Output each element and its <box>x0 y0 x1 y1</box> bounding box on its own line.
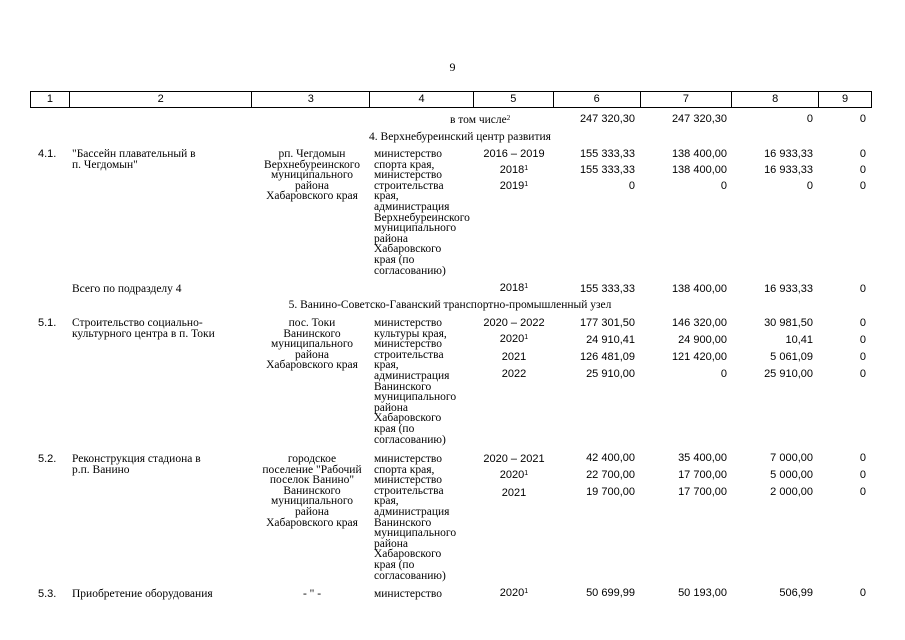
item-5-2-number: 5.2. <box>38 453 57 465</box>
item-5-1-location: пос. Токи Ванинского муниципального района Хабаровского края <box>266 317 358 372</box>
table-header-row <box>30 91 872 108</box>
item-5-3-name: Приобретение оборудования <box>72 588 213 600</box>
item-4-1-period-0: 2016 – 2019 <box>483 148 545 160</box>
item-5-1-period-1: 2020$^1$ <box>499 333 529 345</box>
item-5-1-executor: министерство культуры края, министерство строительства края, администрация Ванинского муниципального района Хабаровского края (по согласованию) <box>374 317 457 446</box>
item-4-1-r0-c9: 0 <box>859 148 866 160</box>
item-5-1-r2-c6: 126 481,09 <box>579 351 635 363</box>
item-5-3-r0-c8: 506,99 <box>779 587 813 599</box>
subtotal-4-c7: 138 400,00 <box>671 283 727 295</box>
header-col-2: 2 <box>70 92 253 107</box>
item-5-2-executor: министерство спорта края, министерство строительства края, администрация Ванинского муниципального района Хабаровского края (по согласованию) <box>374 453 457 582</box>
item-5-1-name: Строительство социально- культурного центра в п. Токи <box>72 317 215 340</box>
subtotal-4-c9: 0 <box>859 283 866 295</box>
item-5-1-number: 5.1. <box>38 317 57 329</box>
item-5-1-r0-c7: 146 320,00 <box>671 317 727 329</box>
header-col-7: 7 <box>641 92 733 107</box>
item-4-1-r2-c8: 0 <box>806 180 813 192</box>
item-4-1-r1-c8: 16 933,33 <box>764 164 813 176</box>
item-5-2-r0-c8: 7 000,00 <box>770 452 813 464</box>
header-col-8: 8 <box>732 92 819 107</box>
item-5-3-location: - " - <box>302 588 322 600</box>
item-5-1-r1-c9: 0 <box>859 334 866 346</box>
item-5-3-r0-c7: 50 193,00 <box>678 587 727 599</box>
item-4-1-r0-c7: 138 400,00 <box>671 148 727 160</box>
item-4-1-period-2: 2019$^1$ <box>499 180 529 192</box>
item-5-1-r0-c6: 177 301,50 <box>579 317 635 329</box>
item-4-1-r1-c9: 0 <box>859 164 866 176</box>
header-col-4: 4 <box>370 92 474 107</box>
item-4-1-name: "Бассейн плавательный в п. Чегдомын" <box>72 148 196 171</box>
item-5-3-number: 5.3. <box>38 588 57 600</box>
item-5-1-r1-c7: 24 900,00 <box>678 334 727 346</box>
item-5-2-r0-c7: 35 400,00 <box>678 452 727 464</box>
page-number: 9 <box>449 60 456 74</box>
section-4-title: 4. Верхнебуреинский центр развития <box>369 131 551 143</box>
item-5-1-r3-c7: 0 <box>720 368 727 380</box>
section-5-title: 5. Ванино-Советско-Гаванский транспортно-промышленный узел <box>288 299 612 311</box>
item-5-1-period-2: 2021 <box>501 351 527 363</box>
item-5-1-period-0: 2020 – 2022 <box>483 317 545 329</box>
item-5-2-r0-c6: 42 400,00 <box>586 452 635 464</box>
subtotal-4-c8: 16 933,33 <box>764 283 813 295</box>
header-col-3: 3 <box>252 92 370 107</box>
total-c8: 0 <box>806 113 813 125</box>
total-label: в том числе$^2$ <box>450 114 511 126</box>
item-5-2-r2-c6: 19 700,00 <box>586 486 635 498</box>
item-5-1-r1-c6: 24 910,41 <box>586 334 635 346</box>
item-5-2-period-0: 2020 – 2021 <box>483 453 545 465</box>
item-5-3-r0-c9: 0 <box>859 587 866 599</box>
item-5-1-r2-c9: 0 <box>859 351 866 363</box>
item-5-2-r1-c6: 22 700,00 <box>586 469 635 481</box>
item-5-1-r2-c7: 121 420,00 <box>671 351 727 363</box>
item-5-2-r2-c9: 0 <box>859 486 866 498</box>
item-5-1-r3-c6: 25 910,00 <box>586 368 635 380</box>
item-5-3-executor: министерство <box>374 588 442 600</box>
item-5-1-r0-c9: 0 <box>859 317 866 329</box>
item-5-3-period-0: 2020$^1$ <box>499 587 529 599</box>
item-4-1-period-1: 2018$^1$ <box>499 164 529 176</box>
total-c7: 247 320,30 <box>671 113 727 125</box>
item-5-2-r2-c8: 2 000,00 <box>770 486 813 498</box>
item-5-2-name: Реконструкция стадиона в р.п. Ванино <box>72 453 201 476</box>
subtotal-4-c6: 155 333,33 <box>579 283 635 295</box>
item-5-1-period-3: 2022 <box>501 368 527 380</box>
subtotal-4-period: 2018$^1$ <box>499 282 529 294</box>
item-4-1-r0-c6: 155 333,33 <box>579 148 635 160</box>
item-5-3-r0-c6: 50 699,99 <box>586 587 635 599</box>
item-5-2-period-2: 2021 <box>501 487 527 499</box>
item-4-1-r0-c8: 16 933,33 <box>764 148 813 160</box>
header-col-5: 5 <box>474 92 554 107</box>
subtotal-4-label: Всего по подразделу 4 <box>72 283 182 295</box>
item-5-1-r1-c8: 10,41 <box>785 334 813 346</box>
header-col-6: 6 <box>554 92 641 107</box>
item-5-2-r0-c9: 0 <box>859 452 866 464</box>
item-5-2-period-1: 2020$^1$ <box>499 469 529 481</box>
item-5-2-r2-c7: 17 700,00 <box>678 486 727 498</box>
item-5-2-location: городское поселение "Рабочий поселок Ванино" Ванинского муниципального района Хабаровского края <box>262 453 362 529</box>
total-c6: 247 320,30 <box>579 113 635 125</box>
item-4-1-r2-c6: 0 <box>628 180 635 192</box>
item-5-2-r1-c8: 5 000,00 <box>770 469 813 481</box>
item-5-1-r2-c8: 5 061,09 <box>770 351 813 363</box>
item-5-1-r0-c8: 30 981,50 <box>764 317 813 329</box>
item-5-2-r1-c9: 0 <box>859 469 866 481</box>
header-col-1: 1 <box>31 92 70 107</box>
header-col-9: 9 <box>842 93 849 105</box>
item-5-1-r3-c8: 25 910,00 <box>764 368 813 380</box>
item-4-1-number: 4.1. <box>38 148 57 160</box>
item-4-1-r2-c9: 0 <box>859 180 866 192</box>
total-c9: 0 <box>859 113 866 125</box>
item-4-1-r1-c7: 138 400,00 <box>671 164 727 176</box>
item-4-1-r1-c6: 155 333,33 <box>579 164 635 176</box>
item-5-2-r1-c7: 17 700,00 <box>678 469 727 481</box>
item-4-1-location: рп. Чегдомын Верхнебуреинского муниципального района Хабаровского края <box>264 148 360 203</box>
item-4-1-executor: министерство спорта края, министерство строительства края, администрация Верхнебуреинского муниципального района Хабаровского края (по согласованию) <box>374 148 470 277</box>
item-5-1-r3-c9: 0 <box>859 368 866 380</box>
item-4-1-r2-c7: 0 <box>720 180 727 192</box>
